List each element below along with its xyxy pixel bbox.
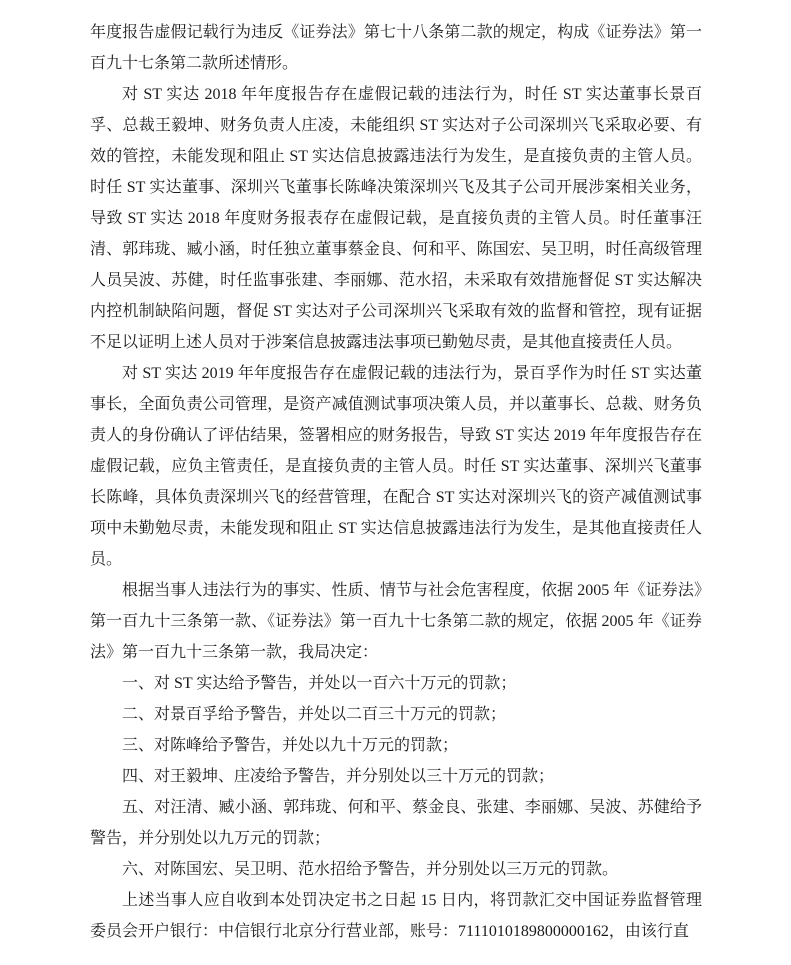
paragraph: 五、对汪清、臧小涵、郭玮珑、何和平、蔡金良、张建、李丽娜、吴波、苏健给予警告，并分别处以九万元的罚款；: [90, 799, 702, 847]
document-body: [90, 17, 702, 947]
paragraph: 上述当事人应自收到本处罚决定书之日起 15 日内，将罚款汇交中国证券监督管理委员会开户银行：中信银行北京分行营业部，账号：7111010189800000162，由该行直: [90, 892, 702, 940]
paragraph: 对 ST 实达 2019 年年度报告存在虚假记载的违法行为，景百孚作为时任 ST 实达董事长，全面负责公司管理，是资产减值测试事项决策人员，并以董事长、总裁、财务负责人的身份确认了评估结果，签署相应的财务报告，导致 ST 实达 2019 年年度报告存在虚假记载，应负主管责任，是直接负责的主管人员。时任 ST 实达董事、深圳兴飞董事长陈峰，具体负责深圳兴飞的经营管理，在配合 ST 实达对深圳兴飞的资产减值测试事项中未勤勉尽责，未能发现和阻止 ST 实达信息披露违法行为发生，是其他直接责任人员。: [90, 365, 702, 568]
paragraph: 四、对王毅坤、庄凌给予警告，并分别处以三十万元的罚款；: [122, 768, 555, 785]
paragraph: 一、对 ST 实达给予警告，并处以一百六十万元的罚款；: [122, 675, 517, 692]
paragraph: 六、对陈国宏、吴卫明、范水招给予警告，并分别处以三万元的罚款。: [122, 861, 619, 878]
paragraph: 对 ST 实达 2018 年年度报告存在虚假记载的违法行为，时任 ST 实达董事长景百孚、总裁王毅坤、财务负责人庄凌，未能组织 ST 实达对子公司深圳兴飞采取必要、有效的管控，未能发现和阻止 ST 实达信息披露违法行为发生，是直接负责的主管人员。时任 ST 实达董事、深圳兴飞董事长陈峰决策深圳兴飞及其子公司开展涉案相关业务，导致 ST 实达 2018 年度财务报表存在虚假记载，是直接负责的主管人员。时任董事汪清、郭玮珑、臧小涵，时任独立董事蔡金良、何和平、陈国宏、吴卫明，时任高级管理人员吴波、苏健，时任监事张建、李丽娜、范水招，未采取有效措施督促 ST 实达解决内控机制缺陷问题，督促 ST 实达对子公司深圳兴飞采取有效的监督和管控，现有证据不足以证明上述人员对于涉案信息披露违法事项已勤勉尽责，是其他直接责任人员。: [90, 86, 702, 351]
paragraph: 二、对景百孚给予警告，并处以二百三十万元的罚款；: [122, 706, 507, 723]
paragraph: 根据当事人违法行为的事实、性质、情节与社会危害程度，依据 2005 年《证券法》第一百九十三条第一款、《证券法》第一百九十七条第二款的规定，依据 2005 年《证券法》第一百九十三条第一款，我局决定：: [90, 582, 702, 661]
paragraph: 年度报告虚假记载行为违反《证券法》第七十八条第二款的规定，构成《证券法》第一百九十七条第二款所述情形。: [90, 24, 702, 72]
paragraph: 三、对陈峰给予警告，并处以九十万元的罚款；: [122, 737, 459, 754]
